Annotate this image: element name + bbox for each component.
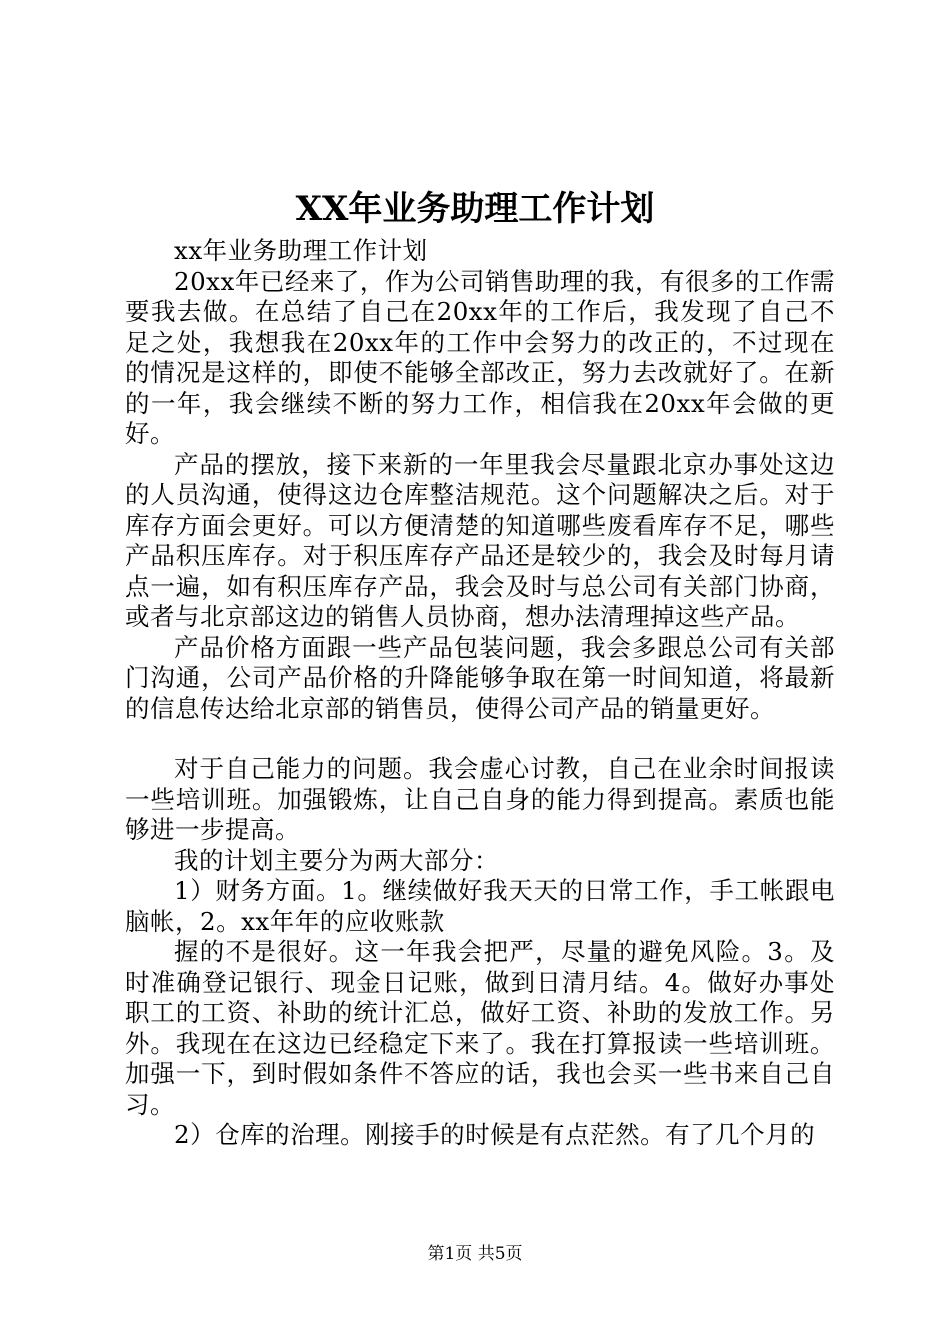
paragraph-warehouse: 2）仓库的治理。刚接手的时候是有点茫然。有了几个月的	[174, 1120, 816, 1149]
paragraph-product-placement: 产品的摆放，接下来新的一年里我会尽量跟北京办事处这边的人员沟通，使得这边仓库整洁规范。这个问题解决之后。对于库存方面会更好。可以方便清楚的知道哪些废看库存不足，哪些产品积压库存。对于积压库存产品还是较少的，我会及时每月请点一遍，如有积压库存产品，我会及时与总公司有关部门协商，或者与北京部这边的销售人员协商，想办法清理掉这些产品。	[125, 449, 835, 631]
document-body	[125, 236, 835, 1151]
paragraph-finance: 1）财务方面。1。继续做好我天天的日常工作，手工帐跟电脑帐，2。xx年年的应收账款	[125, 876, 835, 936]
document-title: XX年业务助理工作计划	[295, 189, 655, 229]
paragraph-intro: 20xx年已经来了，作为公司销售助理的我，有很多的工作需要我去做。在总结了自己在20xx年的工作后，我发现了自己不足之处，我想我在20xx年的工作中会努力的改正的，不过现在的情况是这样的，即使不能够全部改正，努力去改就好了。在新的一年，我会继续不断的努力工作，相信我在20xx年会做的更好。	[125, 266, 835, 448]
paragraph-finance-continued: 握的不是很好。这一年我会把严，尽量的避免风险。3。及时准确登记银行、现金日记账，做到日清月结。4。做好办事处职工的工资、补助的统计汇总，做好工资、补助的发放工作。另外。我现在在这边已经稳定下来了。我在打算报读一些培训班。加强一下，到时假如条件不答应的话，我也会买一些书来自己自习。	[125, 937, 835, 1119]
paragraph-product-pricing: 产品价格方面跟一些产品包装问题，我会多跟总公司有关部门沟通，公司产品价格的升降能够争取在第一时间知道，将最新的信息传达给北京部的销售员，使得公司产品的销量更好。	[125, 632, 835, 723]
page-footer: 第1页 共5页	[427, 1244, 523, 1264]
paragraph-self-improvement: 对于自己能力的问题。我会虚心讨教，自己在业余时间报读一些培训班。加强锻炼，让自己自身的能力得到提高。素质也能够进一步提高。	[125, 754, 835, 844]
paragraph-subtitle: xx年业务助理工作计划	[174, 236, 428, 265]
paragraph-plan-overview: 我的计划主要分为两大部分：	[174, 845, 499, 875]
